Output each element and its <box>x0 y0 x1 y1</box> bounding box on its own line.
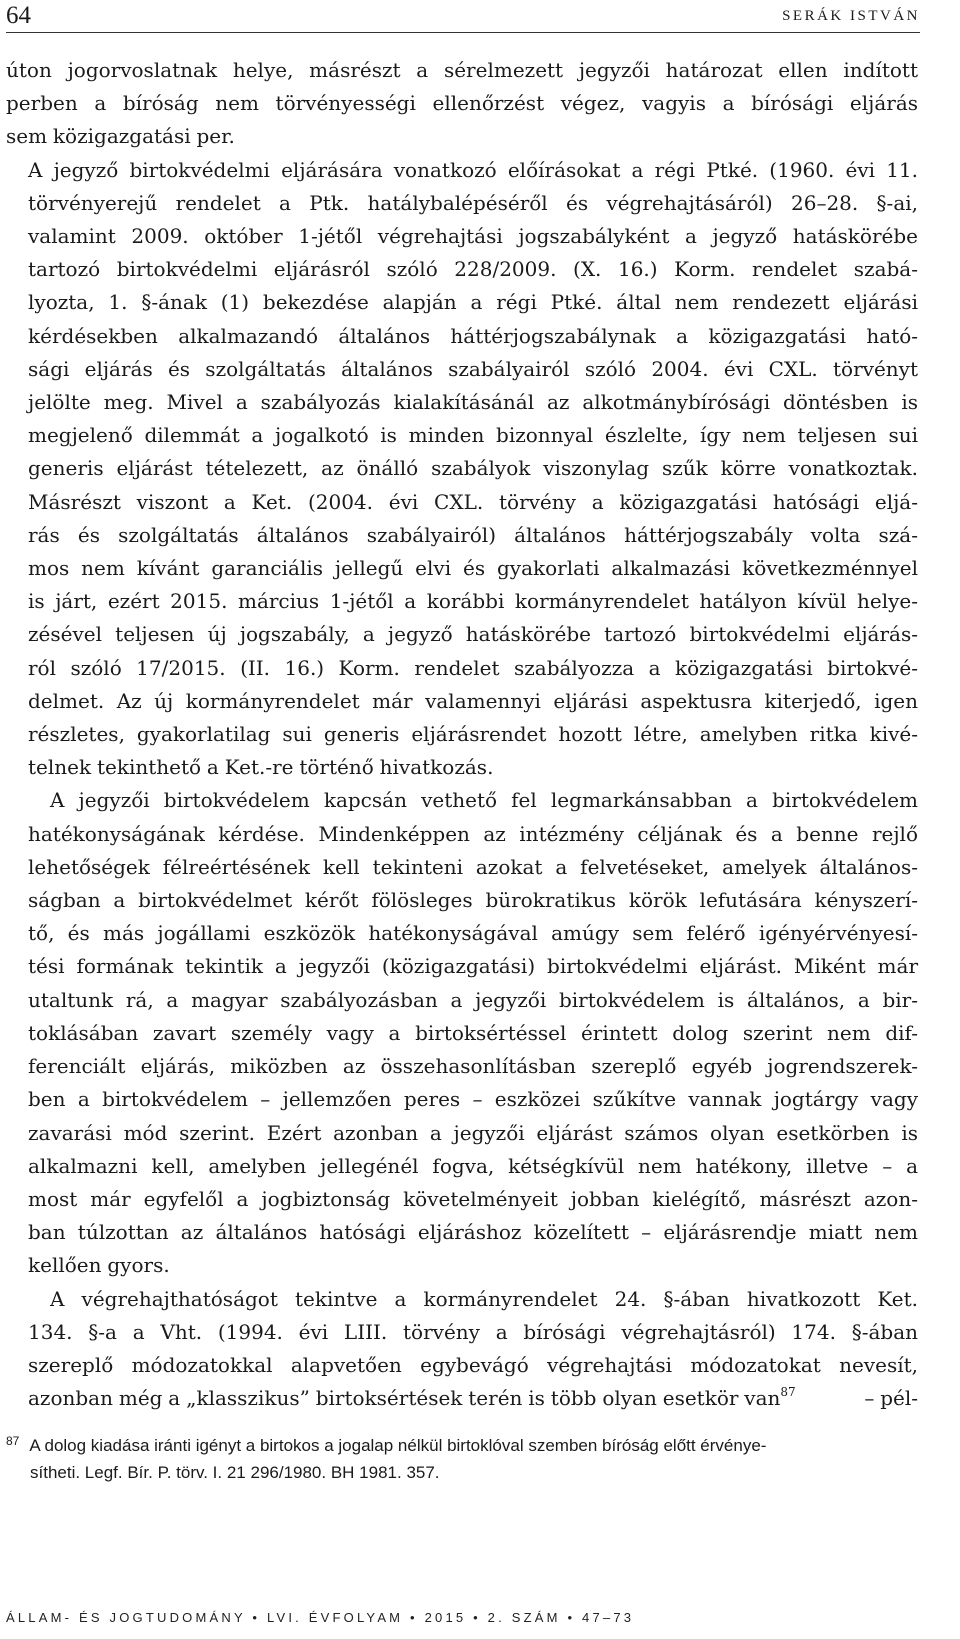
text-line: is járt, ezért 2015. március 1-jétől a korábbi kormányrendelet hatályon kívül helye- <box>28 589 918 614</box>
text-line: tési formának tekintik a jegyzői (közigazgatási) birtokvédelmi eljárást. Miként már <box>28 954 918 979</box>
text-line: kellően gyors. <box>28 1253 170 1278</box>
text-line-tail: – pél- <box>864 1386 918 1411</box>
footnote-line <box>6 1428 918 1459</box>
text-line: 134. §-a a Vht. (1994. évi LIII. törvény a bírósági végrehajtásról) 174. §-ában <box>28 1319 918 1344</box>
text-line: úton jogorvoslatnak helye, másrészt a sérelmezett jegyzői határozat ellen indított <box>6 58 918 82</box>
paragraph-2 <box>6 154 918 785</box>
text-line: hatékonyságának kérdése. Mindenképpen az intézmény céljának és a benne rejlő <box>28 821 918 846</box>
footnote-number: 87 <box>6 1434 20 1448</box>
text-line: részletes, gyakorlatilag sui generis eljárásrendet hozott létre, amelyben ritka kivé- <box>28 722 918 747</box>
text-line: telnek tekinthető a Ket.-re történő hivatkozás. <box>28 755 494 780</box>
text-line-lead <box>6 1382 796 1415</box>
text-line: sági eljárás és szolgáltatás általános szabályairól szóló 2004. évi CXL. törvényt <box>28 356 918 381</box>
text-line: generis eljárást tételezett, az önálló szabályok viszonylag szűk körre vonatkoztak. <box>28 456 918 481</box>
text-line: lehetőségek félreértésének kell tekinteni azokat a felvetéseket, amelyek általános- <box>28 854 918 879</box>
footnote-87 <box>6 1428 918 1486</box>
text-line: tő, és más jogállami eszközök hatékonyságával amúgy sem felérő igényérvényesí- <box>28 921 918 946</box>
text-line: alkalmazni kell, amelyben jellegénél fogva, kétségkívül nem hatékony, illetve – a <box>28 1153 918 1178</box>
text-line: tartozó birtokvédelmi eljárásról szóló 228/2009. (X. 16.) Korm. rendelet szabá- <box>28 257 918 282</box>
text-line: ban túlzottan az általános hatósági eljáráshoz közelített – eljárásrendje miatt nem <box>28 1220 918 1245</box>
footnote-reference[interactable]: 87 <box>780 1385 796 1400</box>
text-line: törvényerejű rendelet a Ptk. hatálybalépéséről és végrehajtásáról) 26–28. §-ai, <box>28 190 918 215</box>
footnote-text: A dolog kiadása iránti igényt a birtokos a jogalap nélkül birtoklóval szemben bíróság előtt érvénye- <box>29 1436 767 1455</box>
paragraph-4 <box>6 1283 918 1416</box>
text-line: toklásában zavart személy vagy a birtoksértéssel érintett dolog szerint nem dif- <box>28 1020 918 1045</box>
article-body <box>6 54 918 1415</box>
journal-footer: ÁLLAM- ÉS JOGTUDOMÁNY • LVI. ÉVFOLYAM • 2015 • 2. SZÁM • 47–73 <box>6 1610 635 1625</box>
text-line: megjelenő dilemmát a jogalkotó is minden bizonnyal észlelte, így nem teljesen sui <box>28 423 918 448</box>
text-line: mos nem kívánt garanciális jellegű elvi és gyakorlati alkalmazási következménnyel <box>28 556 918 581</box>
text-line: delmet. Az új kormányrendelet már valamennyi eljárási aspektusra kiterjedő, igen <box>28 688 918 713</box>
text-line: jelölte meg. Mivel a szabályozás kialakításánál az alkotmánybírósági döntésben is <box>28 390 918 415</box>
footnote-line: sítheti. Legf. Bír. P. törv. I. 21 296/1980. BH 1981. 357. <box>30 1463 440 1482</box>
text-line: sem közigazgatási per. <box>6 124 235 149</box>
text-line: ben a birtokvédelem – jellemzően peres – eszközei szűkítve vannak jogtárgy vagy <box>28 1087 918 1112</box>
text-line: A végrehajthatóságot tekintve a kormányrendelet 24. §-ában hivatkozott Ket. <box>50 1286 918 1311</box>
text-line: ferenciált eljárás, miközben az összehasonlításban szereplő egyéb jogrendszerek- <box>28 1054 918 1079</box>
text-line: A jegyzői birtokvédelem kapcsán vethető fel legmarkánsabban a birtokvédelem <box>50 788 918 813</box>
text-line: kérdésekben alkalmazandó általános háttérjogszabálynak a közigazgatási ható- <box>28 323 918 348</box>
text-line: rás és szolgáltatás általános szabályairól) általános háttérjogszabály volta szá- <box>28 522 918 547</box>
text-line: azonban még a „klasszikus” birtoksértések terén is több olyan esetkör van <box>28 1386 781 1411</box>
paragraph-1 <box>6 54 918 154</box>
text-line: perben a bíróság nem törvényességi ellenőrzést végez, vagyis a bírósági eljárás <box>6 91 918 116</box>
text-line: ságban a birtokvédelmet kérőt fölösleges bürokratikus körök lefutására kényszerí- <box>28 888 918 913</box>
text-line: utaltunk rá, a magyar szabályozásban a jegyzői birtokvédelem is általános, a bir- <box>28 987 918 1012</box>
text-line: szereplő módozatokkal alapvetően egybevágó végrehajtási módozatokat nevesít, <box>28 1352 918 1377</box>
text-line: lyozta, 1. §-ának (1) bekezdése alapján a régi Ptké. által nem rendezett eljárási <box>28 290 918 315</box>
text-line: A jegyző birtokvédelmi eljárására vonatkozó előírásokat a régi Ptké. (1960. évi 11. <box>28 157 918 182</box>
text-line: most már egyfelől a jogbiztonság követelményeit jobban kielégítő, másrészt azon- <box>28 1186 918 1211</box>
page-header <box>6 0 920 33</box>
running-head-author: SERÁK ISTVÁN <box>782 8 920 24</box>
text-line: valamint 2009. október 1-jétől végrehajtási jogszabályként a jegyző hatáskörébe <box>28 224 918 249</box>
text-line: ról szóló 17/2015. (II. 16.) Korm. rendelet szabályozza a közigazgatási birtokvé- <box>28 655 918 680</box>
paragraph-3 <box>6 784 918 1282</box>
page-number: 64 <box>6 2 31 29</box>
text-line-with-footnote <box>6 1382 918 1415</box>
text-line: zavarási mód szerint. Ezért azonban a jegyzői eljárást számos olyan esetkörben is <box>28 1120 918 1145</box>
text-line: zésével teljesen új jogszabály, a jegyző hatáskörébe tartozó birtokvédelmi eljárás- <box>28 622 918 647</box>
text-line: Másrészt viszont a Ket. (2004. évi CXL. törvény a közigazgatási hatósági eljá- <box>28 489 918 514</box>
